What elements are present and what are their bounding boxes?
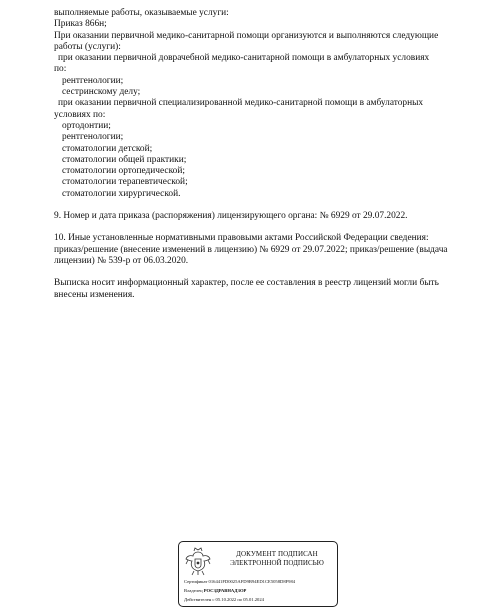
- text-line: при оказании первичной специализированной медико-санитарной помощи в амбулаторных: [58, 98, 424, 109]
- disclaimer-note: Выписка носит информационный характер, после ее составления в реестр лицензий могли быть: [54, 278, 439, 289]
- order-number-item: 9. Номер и дата приказа (распоряжения) лицензирующего органа: № 6929 от 29.07.2022.: [54, 211, 408, 222]
- other-info-item: приказ/решение (внесение изменений в лицензию) № 6929 от 29.07.2022; приказ/решение (выдача: [54, 244, 448, 255]
- certificate-number: 016441FD0025AFD9B94ED1CE5058D8F984: [208, 579, 296, 584]
- document-page: [54, 8, 454, 301]
- text-line: выполняемые работы, оказываемые услуги:: [54, 8, 229, 18]
- list-item: стоматологии хирургической.: [62, 188, 181, 199]
- coat-of-arms-emblem-icon: [184, 546, 212, 578]
- list-item: стоматологии общей практики;: [62, 154, 187, 165]
- text-line: Приказ 866н;: [54, 19, 107, 30]
- stamp-title: ДОКУМЕНТ ПОДПИСАН: [236, 550, 318, 558]
- owner-line: [184, 588, 246, 594]
- certificate-line: [184, 579, 295, 585]
- owner-name: РОСЗДРАВНАДЗОР: [203, 588, 247, 593]
- list-item: рентгенологии;: [62, 132, 124, 143]
- electronic-signature-stamp: [178, 541, 338, 607]
- list-item: ортодонтии;: [62, 120, 111, 131]
- list-item: стоматологии детской;: [62, 143, 153, 154]
- stamp-subtitle: ЭЛЕКТРОННОЙ ПОДПИСЬЮ: [230, 559, 324, 567]
- list-item: сестринскому делу;: [62, 87, 141, 98]
- certificate-label: Сертификат: [184, 579, 208, 584]
- list-item: стоматологии терапевтической;: [62, 177, 188, 188]
- list-item: стоматологии ортопедической;: [62, 166, 185, 177]
- list-item: рентгенологии;: [62, 75, 124, 86]
- text-line: работы (услуги):: [54, 41, 121, 52]
- text-line: условиях по:: [54, 109, 106, 120]
- owner-label: Владелец: [184, 588, 203, 593]
- text-line: по:: [54, 64, 67, 75]
- disclaimer-note: внесены изменения.: [54, 289, 135, 300]
- validity-line: Действителен с 05.10.2022 по 05.01.2024: [184, 597, 264, 602]
- text-line: при оказании первичной доврачебной медико-санитарной помощи в амбулаторных условиях: [58, 53, 430, 64]
- other-info-item: лицензии) № 539-р от 06.03.2020.: [54, 255, 189, 266]
- text-line: При оказании первичной медико-санитарной помощи организуются и выполняются следующие: [54, 30, 439, 41]
- other-info-item: 10. Иные установленные нормативными правовыми актами Российской Федерации сведения:: [54, 233, 429, 244]
